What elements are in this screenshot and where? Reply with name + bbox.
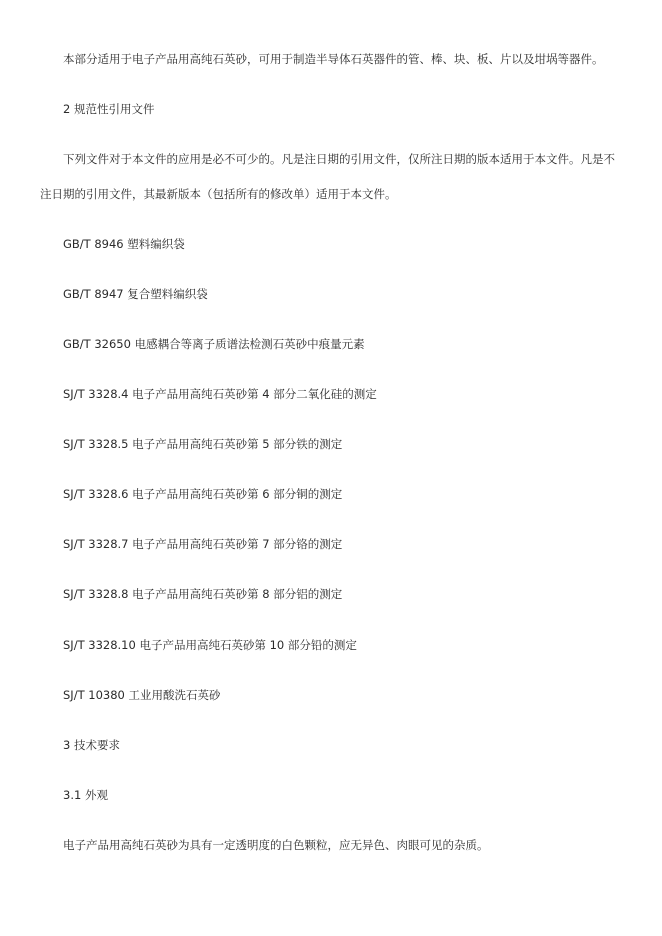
subsection-heading-appearance: 3.1 外观: [63, 788, 108, 802]
reference-item: SJ/T 10380 工业用酸洗石英砂: [63, 688, 221, 702]
references-intro-line-2: 注日期的引用文件，其最新版本（包括所有的修改单）适用于本文件。: [40, 187, 397, 201]
appearance-paragraph: 电子产品用高纯石英砂为具有一定透明度的白色颗粒，应无异色、肉眼可见的杂质。: [63, 838, 489, 852]
references-intro-line-1: 下列文件对于本文件的应用是必不可少的。凡是注日期的引用文件，仅所注日期的版本适用于本文件。凡是不: [63, 152, 615, 166]
reference-item: GB/T 8947 复合塑料编织袋: [63, 287, 208, 301]
reference-item: SJ/T 3328.4 电子产品用高纯石英砂第 4 部分二氧化硅的测定: [63, 387, 377, 401]
reference-item: GB/T 32650 电感耦合等离子质谱法检测石英砂中痕量元素: [63, 337, 365, 351]
reference-item: SJ/T 3328.6 电子产品用高纯石英砂第 6 部分铜的测定: [63, 487, 343, 501]
reference-item: SJ/T 3328.7 电子产品用高纯石英砂第 7 部分铬的测定: [63, 537, 343, 551]
reference-item: GB/T 8946 塑料编织袋: [63, 237, 185, 251]
reference-item: SJ/T 3328.10 电子产品用高纯石英砂第 10 部分铅的测定: [63, 638, 357, 652]
reference-item: SJ/T 3328.5 电子产品用高纯石英砂第 5 部分铁的测定: [63, 437, 343, 451]
reference-item: SJ/T 3328.8 电子产品用高纯石英砂第 8 部分铝的测定: [63, 587, 343, 601]
scope-paragraph: 本部分适用于电子产品用高纯石英砂，可用于制造半导体石英器件的管、棒、块、板、片以及坩埚等器件。: [63, 52, 604, 66]
section-heading-normative-references: 2 规范性引用文件: [63, 102, 155, 116]
section-heading-technical-requirements: 3 技术要求: [63, 738, 120, 752]
